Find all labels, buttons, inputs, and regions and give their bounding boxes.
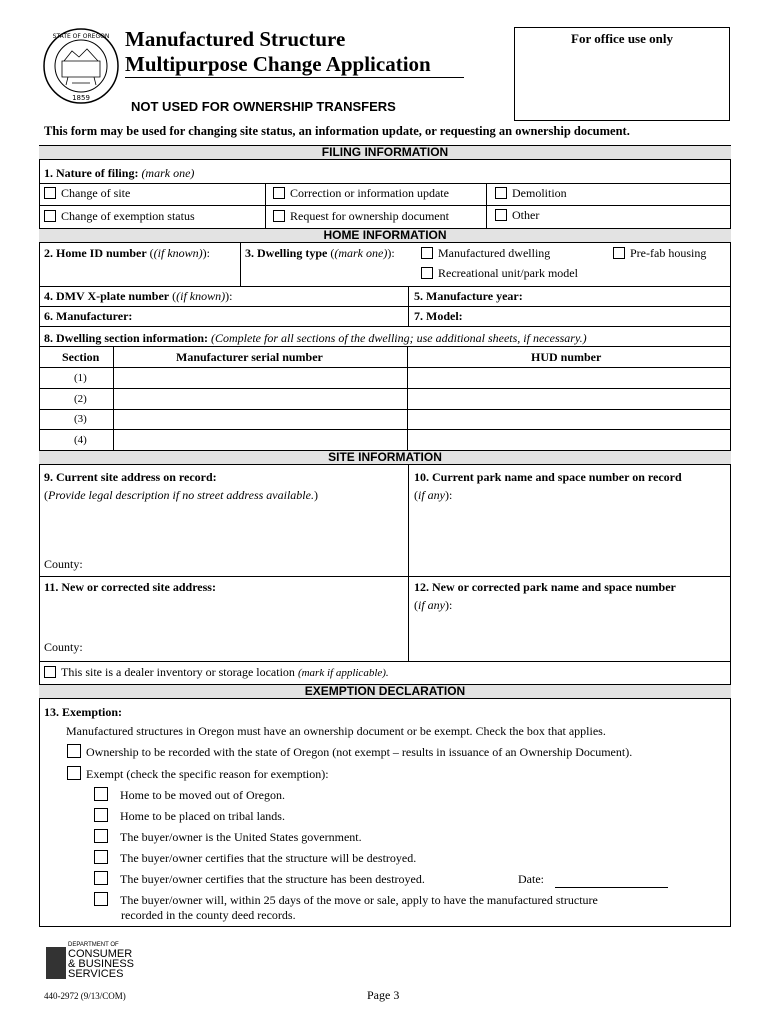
current-site-address-hint: (Provide legal description if no street address available.)	[44, 488, 318, 502]
checkbox-icon[interactable]	[421, 247, 433, 259]
form-title-line1: Manufactured Structure	[125, 27, 346, 51]
divider	[39, 326, 731, 327]
divider	[39, 286, 731, 287]
manufacturer-field[interactable]: 6. Manufacturer:	[44, 309, 133, 323]
option-other[interactable]	[495, 208, 539, 223]
home-id-label: 2. Home ID number	[44, 246, 147, 260]
dwelling-option: Pre-fab housing	[630, 246, 707, 260]
dcbs-emblem-icon	[46, 947, 66, 979]
divider	[39, 346, 731, 347]
dept-line2: CONSUMER	[68, 948, 133, 960]
option-correction[interactable]	[273, 186, 449, 201]
checkbox-icon[interactable]	[273, 210, 285, 222]
col-section: Section	[62, 350, 100, 364]
home-information-header: HOME INFORMATION	[39, 228, 731, 243]
section-info-hint: (Complete for all sections of the dwelling; use additional sheets, if necessary.)	[211, 331, 587, 345]
reason-will-be-destroyed[interactable]	[94, 850, 416, 866]
option-exempt[interactable]	[67, 766, 329, 782]
seal-text: STATE OF OREGON	[52, 33, 110, 40]
home-id-hint: (if known)	[153, 246, 203, 260]
checkbox-icon[interactable]	[44, 210, 56, 222]
section-row-4: (4)	[74, 434, 87, 446]
current-park-label: 10. Current park name and space number on record	[414, 470, 682, 484]
dmv-label: 4. DMV X-plate number	[44, 289, 170, 303]
section-row-3: (3)	[74, 413, 87, 425]
new-park-label: 12. New or corrected park name and space number	[414, 580, 676, 594]
dept-line3: & BUSINESS	[68, 958, 135, 970]
form-title-line2: Multipurpose Change Application	[125, 52, 431, 76]
hint-text: if any	[418, 488, 445, 502]
home-id-field[interactable]: 2. Home ID number ((if known)):	[44, 246, 211, 260]
checkbox-icon[interactable]	[495, 187, 507, 199]
option-request-ownership[interactable]	[273, 209, 449, 224]
reason-has-been-destroyed[interactable]	[94, 871, 425, 887]
checkbox-icon[interactable]	[94, 850, 108, 864]
model-field[interactable]: 7. Model:	[414, 309, 463, 323]
dwelling-hint: (mark one)	[334, 246, 388, 260]
dmv-xplate-field[interactable]: 4. DMV X-plate number ((if known)):	[44, 289, 233, 303]
checkbox-icon[interactable]	[273, 187, 285, 199]
checkbox-icon[interactable]	[67, 766, 81, 780]
divider	[39, 429, 731, 430]
divider	[39, 661, 731, 662]
checkbox-icon[interactable]	[44, 187, 56, 199]
reason-label: The buyer/owner will, within 25 days of the move or sale, apply to have the manufactured structure	[120, 893, 598, 907]
hint-text: Provide legal description if no street address available.	[48, 488, 314, 502]
option-change-of-site[interactable]	[44, 186, 130, 201]
option-label: Request for ownership document	[290, 209, 449, 223]
not-used-notice: NOT USED FOR OWNERSHIP TRANSFERS	[131, 99, 396, 114]
page-number: Page 3	[367, 988, 400, 1002]
reason-moved-out[interactable]	[94, 787, 285, 803]
reason-tribal-lands[interactable]	[94, 808, 285, 824]
dwelling-option: Manufactured dwelling	[438, 246, 551, 260]
option-label: Other	[512, 208, 540, 222]
option-label: Change of exemption status	[61, 209, 195, 223]
checkbox-icon[interactable]	[94, 808, 108, 822]
exemption-declaration-header: EXEMPTION DECLARATION	[39, 684, 731, 699]
intro-text: This form may be used for changing site status, an information update, or requesting an ownership document.	[44, 124, 630, 138]
divider	[39, 576, 731, 577]
divider	[240, 243, 241, 286]
divider	[408, 465, 409, 661]
reason-deed-records[interactable]	[94, 892, 598, 908]
divider	[39, 388, 731, 389]
reason-deed-records-line2: recorded in the county deed records.	[121, 908, 296, 922]
site-information-header: SITE INFORMATION	[39, 450, 731, 465]
checkbox-icon[interactable]	[94, 892, 108, 906]
divider	[486, 183, 487, 228]
reason-label: Home to be placed on tribal lands.	[120, 809, 285, 823]
office-use-label: For office use only	[571, 31, 673, 46]
reason-label: The buyer/owner certifies that the structure will be destroyed.	[120, 851, 417, 865]
divider	[113, 346, 114, 450]
col-serial: Manufacturer serial number	[176, 350, 323, 364]
dept-line1: DEPARTMENT OF	[68, 942, 119, 948]
state-seal	[42, 27, 120, 105]
dwelling-option: Recreational unit/park model	[438, 266, 578, 280]
reason-label: The buyer/owner is the United States government.	[120, 830, 362, 844]
section-row-2: (2)	[74, 393, 87, 405]
exemption-text: Manufactured structures in Oregon must have an ownership document or be exempt. Check the box that applies.	[66, 724, 606, 738]
current-site-address-label: 9. Current site address on record:	[44, 470, 217, 484]
checkbox-icon[interactable]	[67, 744, 81, 758]
option-label: Correction or information update	[290, 186, 449, 200]
divider	[407, 346, 408, 450]
dwelling-label: 3. Dwelling type	[245, 246, 328, 260]
checkbox-icon[interactable]	[613, 247, 625, 259]
section-row-1: (1)	[74, 372, 87, 384]
option-change-exemption[interactable]	[44, 209, 195, 224]
county-label-2[interactable]: County:	[44, 640, 83, 654]
hint-text: if any	[418, 598, 445, 612]
option-recorded[interactable]	[67, 744, 632, 760]
nature-hint: (mark one)	[141, 166, 195, 180]
dwelling-section-info	[44, 331, 587, 346]
office-use-box	[514, 27, 730, 121]
divider	[39, 183, 731, 184]
current-park-hint: (if any):	[414, 488, 453, 502]
divider	[39, 306, 731, 307]
dwelling-manufactured[interactable]	[421, 246, 550, 261]
section-info-label: 8. Dwelling section information:	[44, 331, 208, 345]
date-input-line[interactable]	[555, 887, 668, 888]
dealer-text: This site is a dealer inventory or storage location	[61, 665, 295, 679]
checkbox-icon[interactable]	[44, 666, 56, 678]
divider	[39, 367, 731, 368]
checkbox-icon[interactable]	[94, 787, 108, 801]
option-label: Change of site	[61, 186, 131, 200]
divider	[408, 286, 409, 326]
reason-label: Home to be moved out of Oregon.	[120, 788, 285, 802]
dept-line4: SERVICES	[68, 968, 124, 980]
dwelling-prefab[interactable]	[613, 246, 706, 261]
dwelling-recreational[interactable]	[421, 266, 578, 281]
checkbox-icon[interactable]	[94, 871, 108, 885]
date-label: Date:	[518, 872, 544, 886]
option-label: Ownership to be recorded with the state of Oregon (not exempt – results in issuance of an Ownership Document).	[86, 745, 633, 759]
new-park-hint: (if any):	[414, 598, 453, 612]
divider	[265, 183, 266, 228]
reason-label: The buyer/owner certifies that the structure has been destroyed.	[120, 872, 425, 886]
new-site-address-label: 11. New or corrected site address:	[44, 580, 216, 594]
exemption-label: 13. Exemption:	[44, 705, 122, 719]
dmv-hint: (if known)	[176, 289, 226, 303]
manufacture-year-field[interactable]: 5. Manufacture year:	[414, 289, 523, 303]
checkbox-icon[interactable]	[495, 209, 507, 221]
seal-year: 1859	[72, 94, 90, 102]
title-underline	[125, 77, 464, 78]
option-demolition[interactable]	[495, 186, 567, 201]
dcbs-logo	[46, 942, 140, 986]
col-hud: HUD number	[531, 350, 602, 364]
nature-label: 1. Nature of filing:	[44, 166, 139, 180]
county-label-1[interactable]: County:	[44, 557, 83, 571]
option-label: Demolition	[512, 186, 567, 200]
nature-of-filing	[44, 166, 194, 181]
dealer-hint: (mark if applicable).	[297, 667, 389, 679]
divider	[39, 205, 731, 206]
divider	[39, 409, 731, 410]
filing-information-header: FILING INFORMATION	[39, 145, 731, 160]
dwelling-type-field: 3. Dwelling type ((mark one)):	[245, 246, 395, 260]
form-number: 440-2972 (9/13/COM)	[44, 991, 126, 1001]
reason-us-government[interactable]	[94, 829, 362, 845]
dealer-inventory-option[interactable]	[44, 665, 389, 680]
checkbox-icon[interactable]	[94, 829, 108, 843]
checkbox-icon[interactable]	[421, 267, 433, 279]
option-label: Exempt (check the specific reason for exemption):	[86, 767, 329, 781]
